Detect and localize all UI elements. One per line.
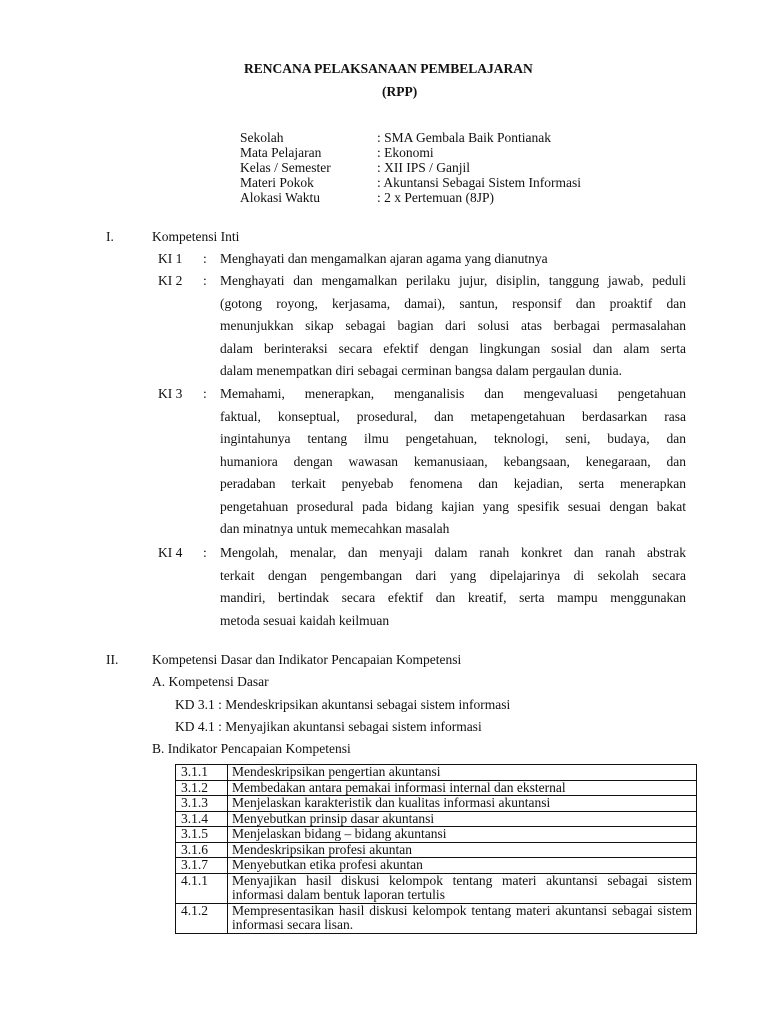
ki-code: KI 3: [158, 386, 183, 401]
table-row: [176, 811, 697, 827]
identity-value: : 2 x Pertemuan (8JP): [377, 190, 494, 205]
indicator-code: 4.1.1: [176, 873, 228, 903]
ki-text-line: (gotong royong, kerjasama, damai), santun, responsif dan proaktif dan: [220, 295, 686, 311]
ki-text-line: peradaban terkait penyebab fenomena dan kejadian, serta menerapkan: [220, 476, 686, 491]
indicator-code: 3.1.3: [176, 796, 228, 812]
kd-item: KD 3.1 : Mendeskripsikan akuntansi sebagai sistem informasi: [175, 697, 511, 712]
ki-text-line: metoda sesuai kaidah keilmuan: [220, 612, 390, 628]
indicator-code: 3.1.5: [176, 827, 228, 843]
section-title: Kompetensi Inti: [152, 229, 240, 244]
ki-separator: :: [203, 251, 207, 266]
table-row: [176, 873, 697, 903]
identity-value: : Akuntansi Sebagai Sistem Informasi: [377, 175, 581, 190]
section-title: Kompetensi Dasar dan Indikator Pencapaian Kompetensi: [152, 652, 462, 667]
section-number: II.: [106, 652, 119, 667]
indicator-text: Mempresentasikan hasil diskusi kelompok tentang materi akuntansi sebagai sistem informasi secara lisan.: [228, 903, 697, 933]
indicator-code: 3.1.4: [176, 811, 228, 827]
ki-text-line: faktual, konseptual, prosedural, dan metapengetahuan berdasarkan rasa: [220, 408, 686, 424]
ki-separator: :: [203, 386, 207, 401]
identity-label: Mata Pelajaran: [240, 145, 322, 160]
table-row: [176, 827, 697, 843]
identity-value: : SMA Gembala Baik Pontianak: [377, 130, 551, 145]
ki-code: KI 4: [158, 545, 183, 560]
identity-label: Alokasi Waktu: [240, 190, 321, 205]
document-title: RENCANA PELAKSANAAN PEMBELAJARAN: [244, 61, 533, 76]
ki-text-line: Mengolah, menalar, dan menyaji dalam ranah konkret dan ranah abstrak: [220, 545, 686, 560]
ki-text-line: dalam berinteraksi secara efektif dengan lingkungan sosial dan alam serta: [220, 340, 686, 356]
table-row: [176, 903, 697, 933]
ki-text-line: Menghayati dan mengamalkan ajaran agama yang dianutnya: [220, 251, 548, 266]
ki-separator: :: [203, 273, 207, 288]
ki-text-line: terkait dengan pengembangan dari yang dipelajarinya di sekolah secara: [220, 567, 686, 583]
ki-text-line: humaniora dengan wawasan kemanusiaan, kebangsaan, kenegaraan, dan: [220, 453, 686, 469]
ki-code: KI 2: [158, 273, 183, 288]
ki-text-line: Memahami, menerapkan, menganalisis dan mengevaluasi pengetahuan: [220, 386, 686, 401]
indicator-code: 3.1.7: [176, 858, 228, 874]
ki-paragraph: [220, 542, 686, 632]
indicator-code: 3.1.2: [176, 780, 228, 796]
section-number: I.: [106, 229, 114, 244]
indicator-table: [175, 764, 697, 934]
ki-text-line: dalam menempatkan diri sebagai cerminan bangsa dalam pergaulan dunia.: [220, 363, 622, 378]
ki-paragraph: [220, 270, 686, 383]
identity-label: Materi Pokok: [240, 175, 314, 190]
table-row: [176, 780, 697, 796]
identity-label: Sekolah: [240, 130, 284, 145]
ki-code: KI 1: [158, 251, 183, 266]
indicator-text: Menjelaskan karakteristik dan kualitas informasi akuntansi: [228, 796, 697, 812]
ki-text-line: menunjukkan sikap sebagai bagian dari solusi atas berbagai permasalahan: [220, 318, 686, 333]
identity-value: : XII IPS / Ganjil: [377, 160, 470, 175]
ki-separator: :: [203, 545, 207, 560]
indicator-code: 4.1.2: [176, 903, 228, 933]
ki-text-line: ingintahunya tentang ilmu pengetahuan, teknologi, seni, budaya, dan: [220, 431, 686, 446]
table-row: [176, 765, 697, 781]
indicator-code: 3.1.6: [176, 842, 228, 858]
subsection-a-title: A. Kompetensi Dasar: [152, 674, 269, 689]
ki-paragraph: [220, 383, 686, 541]
document-subtitle: (RPP): [382, 84, 418, 99]
table-row: [176, 842, 697, 858]
table-row: [176, 858, 697, 874]
identity-value: : Ekonomi: [377, 145, 434, 160]
ki-text-line: Menghayati dan mengamalkan perilaku jujur, disiplin, tanggung jawab, peduli: [220, 273, 686, 288]
ki-text-line: dan minatnya untuk memecahkan masalah: [220, 521, 450, 536]
indicator-text: Mendeskripsikan profesi akuntan: [228, 842, 697, 858]
ki-text-line: pengetahuan prosedural pada bidang kajian yang spesifik sesuai dengan bakat: [220, 498, 686, 514]
indicator-text: Menyebutkan prinsip dasar akuntansi: [228, 811, 697, 827]
ki-text-line: mandiri, bertindak secara efektif dan kreatif, serta mampu menggunakan: [220, 590, 686, 605]
indicator-text: Menyebutkan etika profesi akuntan: [228, 858, 697, 874]
indicator-text: Menyajikan hasil diskusi kelompok tentang materi akuntansi sebagai sistem informasi dalam bentuk laporan tertulis: [228, 873, 697, 903]
table-row: [176, 796, 697, 812]
indicator-text: Mendeskripsikan pengertian akuntansi: [228, 765, 697, 781]
subsection-b-title: B. Indikator Pencapaian Kompetensi: [152, 741, 351, 756]
identity-label: Kelas / Semester: [240, 160, 331, 175]
indicator-text: Membedakan antara pemakai informasi internal dan eksternal: [228, 780, 697, 796]
indicator-code: 3.1.1: [176, 765, 228, 781]
kd-item: KD 4.1 : Menyajikan akuntansi sebagai sistem informasi: [175, 719, 482, 734]
indicator-text: Menjelaskan bidang – bidang akuntansi: [228, 827, 697, 843]
